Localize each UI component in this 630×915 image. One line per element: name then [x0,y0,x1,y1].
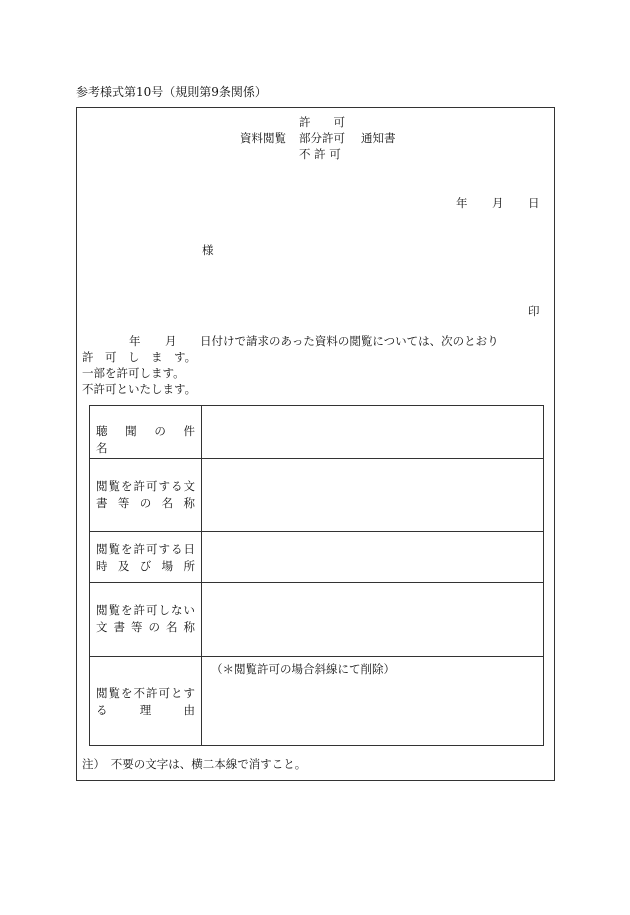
addressee-suffix: 様 [202,243,214,257]
title-option-deny: 不 許 可 [299,147,341,161]
row-label-permitted-documents: 閲覧を許可する文書等の名称 [96,479,195,510]
title-option-permit: 許 可 [299,115,345,129]
detail-table [89,405,544,746]
title-suffix: 通知書 [361,131,396,145]
row-label-denial-reason: 閲覧を不許可とする理由 [96,686,195,717]
date-day: 日 [528,196,540,210]
form-reference: 参考様式第10号（規則第9条関係） [76,85,267,99]
title-option-partial: 部分許可 [299,131,345,145]
row-label-permitted-datetime-place: 閲覧を許可する日時及び場所 [96,542,195,573]
row-label-hearing-subject: 聴 聞 の 件 名 [96,424,207,455]
date-month: 月 [492,196,504,210]
table-row-divider [90,531,543,532]
body-option-permit: 許 可 し ま す。 [82,350,197,364]
date-year: 年 [456,196,468,210]
table-column-divider [201,406,202,745]
footnote: 注） 不要の文字は、横二本線で消すこと。 [82,757,307,771]
body-year: 年 [129,334,141,348]
body-option-deny: 不許可といたします。 [82,382,197,396]
body-option-partial: 一部を許可します。 [82,366,185,380]
seal-mark: 印 [528,304,540,318]
row-label-denied-documents: 閲覧を許可しない文書等の名称 [96,603,195,634]
table-row-divider [90,582,543,583]
reason-note: （＊閲覧許可の場合斜線にて削除） [211,662,395,676]
table-row-divider [90,458,543,459]
body-month: 月 [165,334,177,348]
title-prefix: 資料閲覧 [240,131,286,145]
body-text: 日付けで請求のあった資料の閲覧については、次のとおり [200,334,499,348]
table-row-divider [90,656,543,657]
